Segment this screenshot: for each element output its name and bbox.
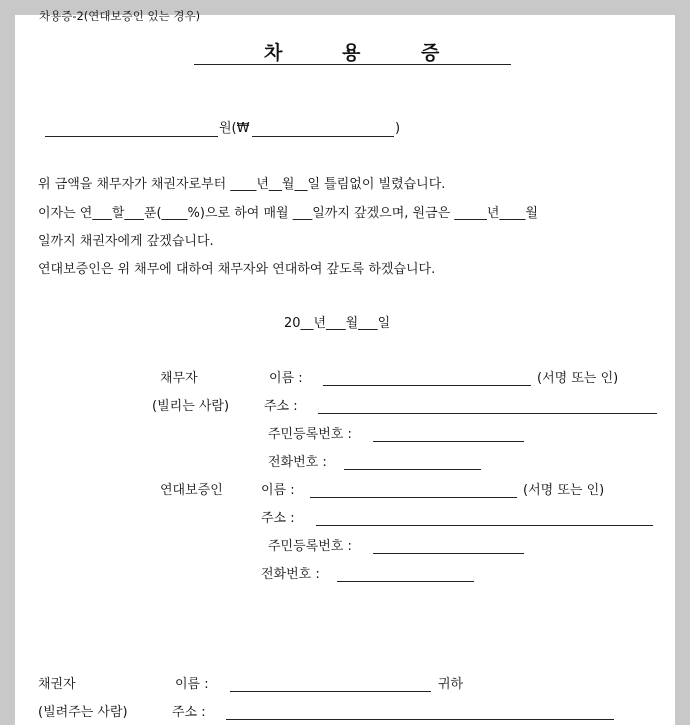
creditor-role-sub: (빌려주는 사람) [38,705,128,720]
title-underline [194,64,511,65]
guarantor-phone-label: 전화번호 : [261,567,320,582]
document-label: 차용증-2(연대보증인 있는 경우) [39,9,201,23]
debtor-id-label: 주민등록번호 : [268,427,352,442]
guarantor-address-blank[interactable] [316,525,653,526]
guarantor-address-label: 주소 : [261,511,295,526]
debtor-name-label: 이름 : [269,371,303,386]
debtor-address-blank[interactable] [318,413,657,414]
title-char-3: 증 [421,42,440,64]
title-char-2: 용 [342,42,361,64]
debtor-name-blank[interactable] [323,385,531,386]
debtor-sign-label: (서명 또는 인) [537,371,619,386]
debtor-id-blank[interactable] [373,441,524,442]
creditor-address-blank[interactable] [226,719,614,720]
amount-number-blank[interactable] [252,136,394,137]
debtor-role-sub: (빌리는 사람) [152,399,230,414]
guarantor-role: 연대보증인 [160,483,223,498]
debtor-phone-label: 전화번호 : [268,455,327,470]
title-char-1: 차 [264,42,283,64]
guarantor-sign-label: (서명 또는 인) [523,483,605,498]
creditor-suffix: 귀하 [438,677,464,692]
paragraph-interest: 이자는 연___할___푼(____%)으로 하여 매월 ___일까지 갚겠으며, 원금은 _____년____월 [38,206,538,221]
guarantor-id-blank[interactable] [373,553,524,554]
paragraph-guarantor: 연대보증인은 위 채무에 대하여 채무자와 연대하여 갚도록 하겠습니다. [38,262,436,277]
debtor-role: 채무자 [160,371,198,386]
guarantor-id-label: 주민등록번호 : [268,539,352,554]
creditor-address-label: 주소 : [172,705,206,720]
guarantor-phone-blank[interactable] [337,581,474,582]
paragraph-repay: 일까지 채권자에게 갚겠습니다. [38,234,214,249]
guarantor-name-label: 이름 : [261,483,295,498]
creditor-role: 채권자 [38,677,76,692]
paragraph-loan: 위 금액을 채무자가 채권자로부터 ____년__월__일 틀림없이 빌렸습니다. [38,177,446,192]
date-line: 20__년___월___일 [284,316,391,331]
amount-korean-blank[interactable] [45,136,218,137]
amount-close-paren: ) [395,121,401,136]
document-page [15,15,675,725]
creditor-name-blank[interactable] [230,691,431,692]
guarantor-name-blank[interactable] [310,497,517,498]
amount-won-label: 원(₩ [219,121,250,136]
debtor-phone-blank[interactable] [344,469,481,470]
debtor-address-label: 주소 : [264,399,298,414]
creditor-name-label: 이름 : [175,677,209,692]
